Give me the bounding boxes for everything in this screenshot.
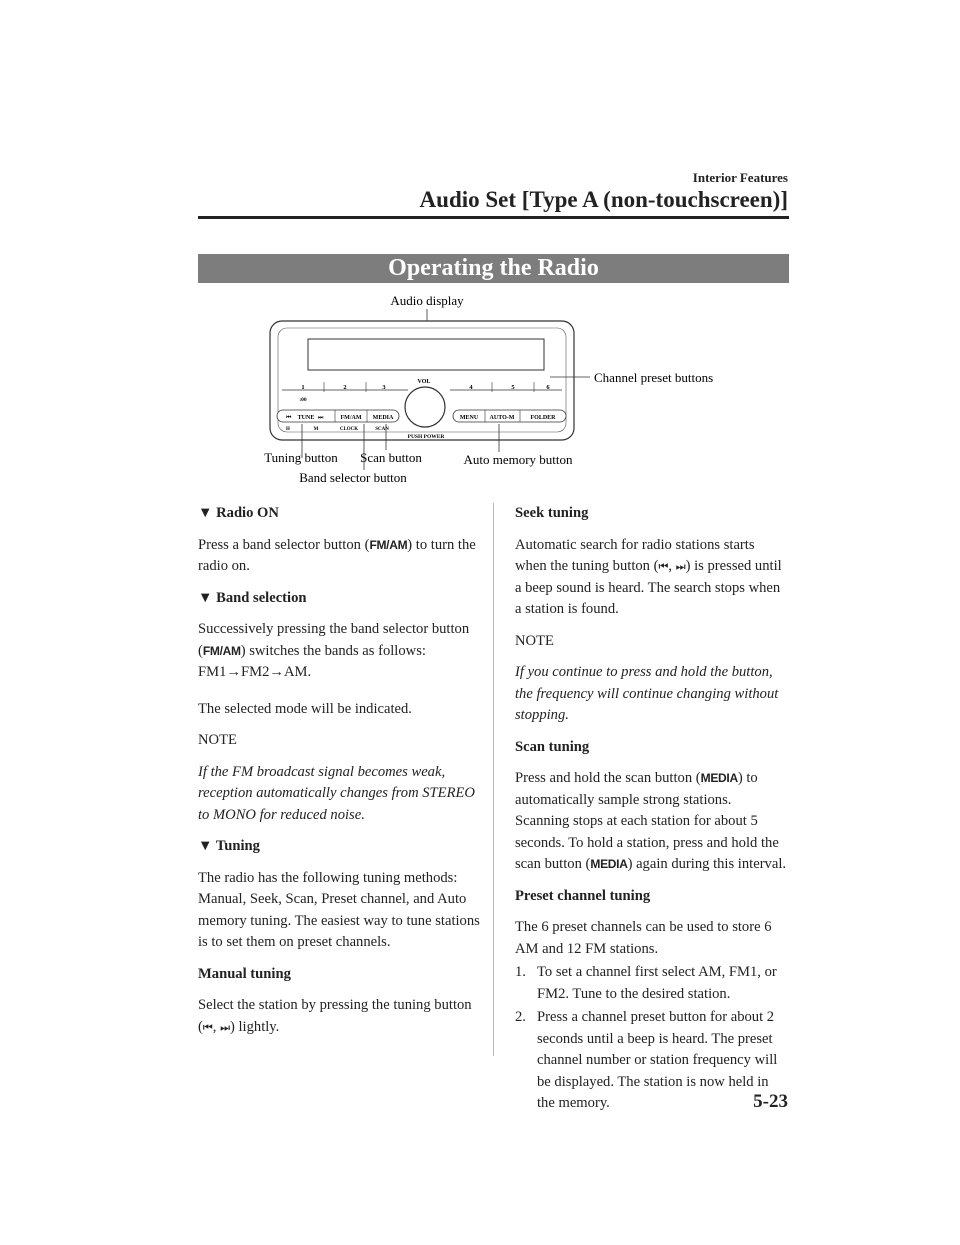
callout-tuning: Tuning button	[264, 450, 338, 465]
section-banner: Operating the Radio	[198, 254, 789, 283]
fmam-button[interactable]: FM/AM	[340, 415, 362, 421]
callout-auto-memory: Auto memory button	[463, 452, 573, 467]
seek-tuning-heading: Seek tuning	[515, 505, 589, 521]
page-header-title: Audio Set [Type A (non-touchscreen)]	[419, 187, 788, 212]
media-button[interactable]: MEDIA	[372, 415, 394, 421]
right-column	[515, 503, 789, 1117]
left-column	[198, 503, 480, 1048]
triangle-icon: ▼	[198, 505, 213, 521]
fmam-button-icon: FM/AM	[369, 537, 408, 552]
seek-tuning-text: Automatic search for radio stations starts when the tuning button (⏮, ⏭) is pressed until a beep sound is heard. The search stops when a station is found.	[515, 536, 782, 617]
h-label: H	[286, 427, 290, 432]
scan-tuning-heading: Scan tuning	[515, 738, 590, 755]
seek-forward-icon: ⏭	[675, 560, 686, 573]
preset-1-button[interactable]: 1	[301, 384, 305, 391]
list-item: 1. To set a channel first select AM, FM1, or FM2. Tune to the desired station.	[515, 964, 777, 1002]
preset-tuning-heading: Preset channel tuning	[515, 887, 651, 904]
media-button-icon: MEDIA	[590, 857, 628, 871]
band-selection-heading: ▼ Band selection	[198, 589, 307, 606]
manual-tuning-heading: Manual tuning	[198, 965, 291, 982]
scan-tuning-text: Press and hold the scan button (MEDIA) to automatically sample strong stations. Scanning stops at each station for about 5 seconds. To hold a station, press and hold the scan button (MEDIA) again during this interval.	[515, 770, 787, 872]
preset-tuning-text: The 6 preset channels can be used to store 6 AM and 12 FM stations.	[515, 919, 772, 957]
callout-scan: Scan button	[360, 450, 422, 465]
seek-back-icon: ⏮	[202, 1020, 213, 1034]
radio-on-heading: ▼ Radio ON	[198, 505, 279, 521]
media-button-icon: MEDIA	[700, 771, 738, 785]
seek-back-icon: ⏮	[658, 560, 669, 573]
folder-button[interactable]: FOLDER	[530, 415, 556, 421]
manual-tuning-text: Select the station by pressing the tuning button (⏮, ⏭) lightly.	[198, 997, 472, 1035]
audio-display	[308, 339, 544, 370]
preset-3-button[interactable]: 3	[382, 384, 386, 391]
header-rule	[198, 216, 789, 219]
tuning-text: The radio has the following tuning methods: Manual, Seek, Scan, Preset channel, and Auto memory tuning. The easiest way to tune stations is to set them on preset channels.	[198, 869, 480, 950]
section-label: Interior Features	[692, 170, 788, 185]
vol-knob[interactable]	[405, 387, 445, 427]
triangle-icon: ▼	[198, 589, 213, 606]
tune-button[interactable]: TUNE	[297, 415, 315, 421]
push-power-label: PUSH POWER	[407, 434, 445, 440]
note-text: If you continue to press and hold the button, the frequency will continue changing without stopping.	[515, 664, 779, 723]
callout-audio-display: Audio display	[390, 293, 464, 308]
callout-band-selector: Band selector button	[299, 470, 407, 485]
preset-2-button[interactable]: 2	[343, 384, 347, 391]
preset-steps	[515, 962, 789, 1115]
column-divider	[493, 503, 494, 1056]
band-selection-text2: The selected mode will be indicated.	[198, 700, 412, 717]
triangle-icon: ▼	[198, 838, 213, 854]
fmam-button-icon: FM/AM	[202, 643, 241, 658]
tune-next-icon: ⏭	[318, 415, 324, 421]
menu-button[interactable]: MENU	[459, 415, 479, 421]
note-title: NOTE	[515, 632, 554, 649]
preset-6-button[interactable]: 6	[546, 384, 550, 391]
clock-small-label: :00	[299, 397, 307, 403]
preset-4-button[interactable]: 4	[469, 384, 473, 391]
auto-memory-button[interactable]: AUTO-M	[489, 415, 515, 421]
tune-prev-icon: ⏮	[286, 415, 292, 421]
tuning-heading: ▼ Tuning	[198, 838, 260, 854]
clock-label: CLOCK	[339, 427, 359, 432]
scan-label: SCAN	[375, 427, 389, 432]
m-label: M	[313, 427, 319, 432]
band-selection-text: Successively pressing the band selector button (FM/AM) switches the bands as follows: FM1→FM2→AM.	[198, 621, 470, 680]
preset-5-button[interactable]: 5	[511, 384, 515, 391]
audio-unit-diagram	[198, 290, 789, 495]
seek-forward-icon: ⏭	[220, 1020, 230, 1034]
vol-label: VOL	[417, 379, 431, 385]
callout-channel-preset: Channel preset buttons	[594, 370, 714, 385]
list-item: 2. Press a channel preset button for about 2 seconds until a beep is heard. The preset channel number or station frequency will be displayed. The station is now held in the memory.	[515, 1009, 778, 1111]
note-text: If the FM broadcast signal becomes weak, reception automatically changes from STEREO to MONO for reduced noise.	[198, 763, 475, 823]
page-number: 5-23	[753, 1091, 788, 1112]
note-title: NOTE	[198, 732, 237, 748]
radio-on-text: Press a band selector button (FM/AM) to turn the radio on.	[198, 536, 476, 574]
